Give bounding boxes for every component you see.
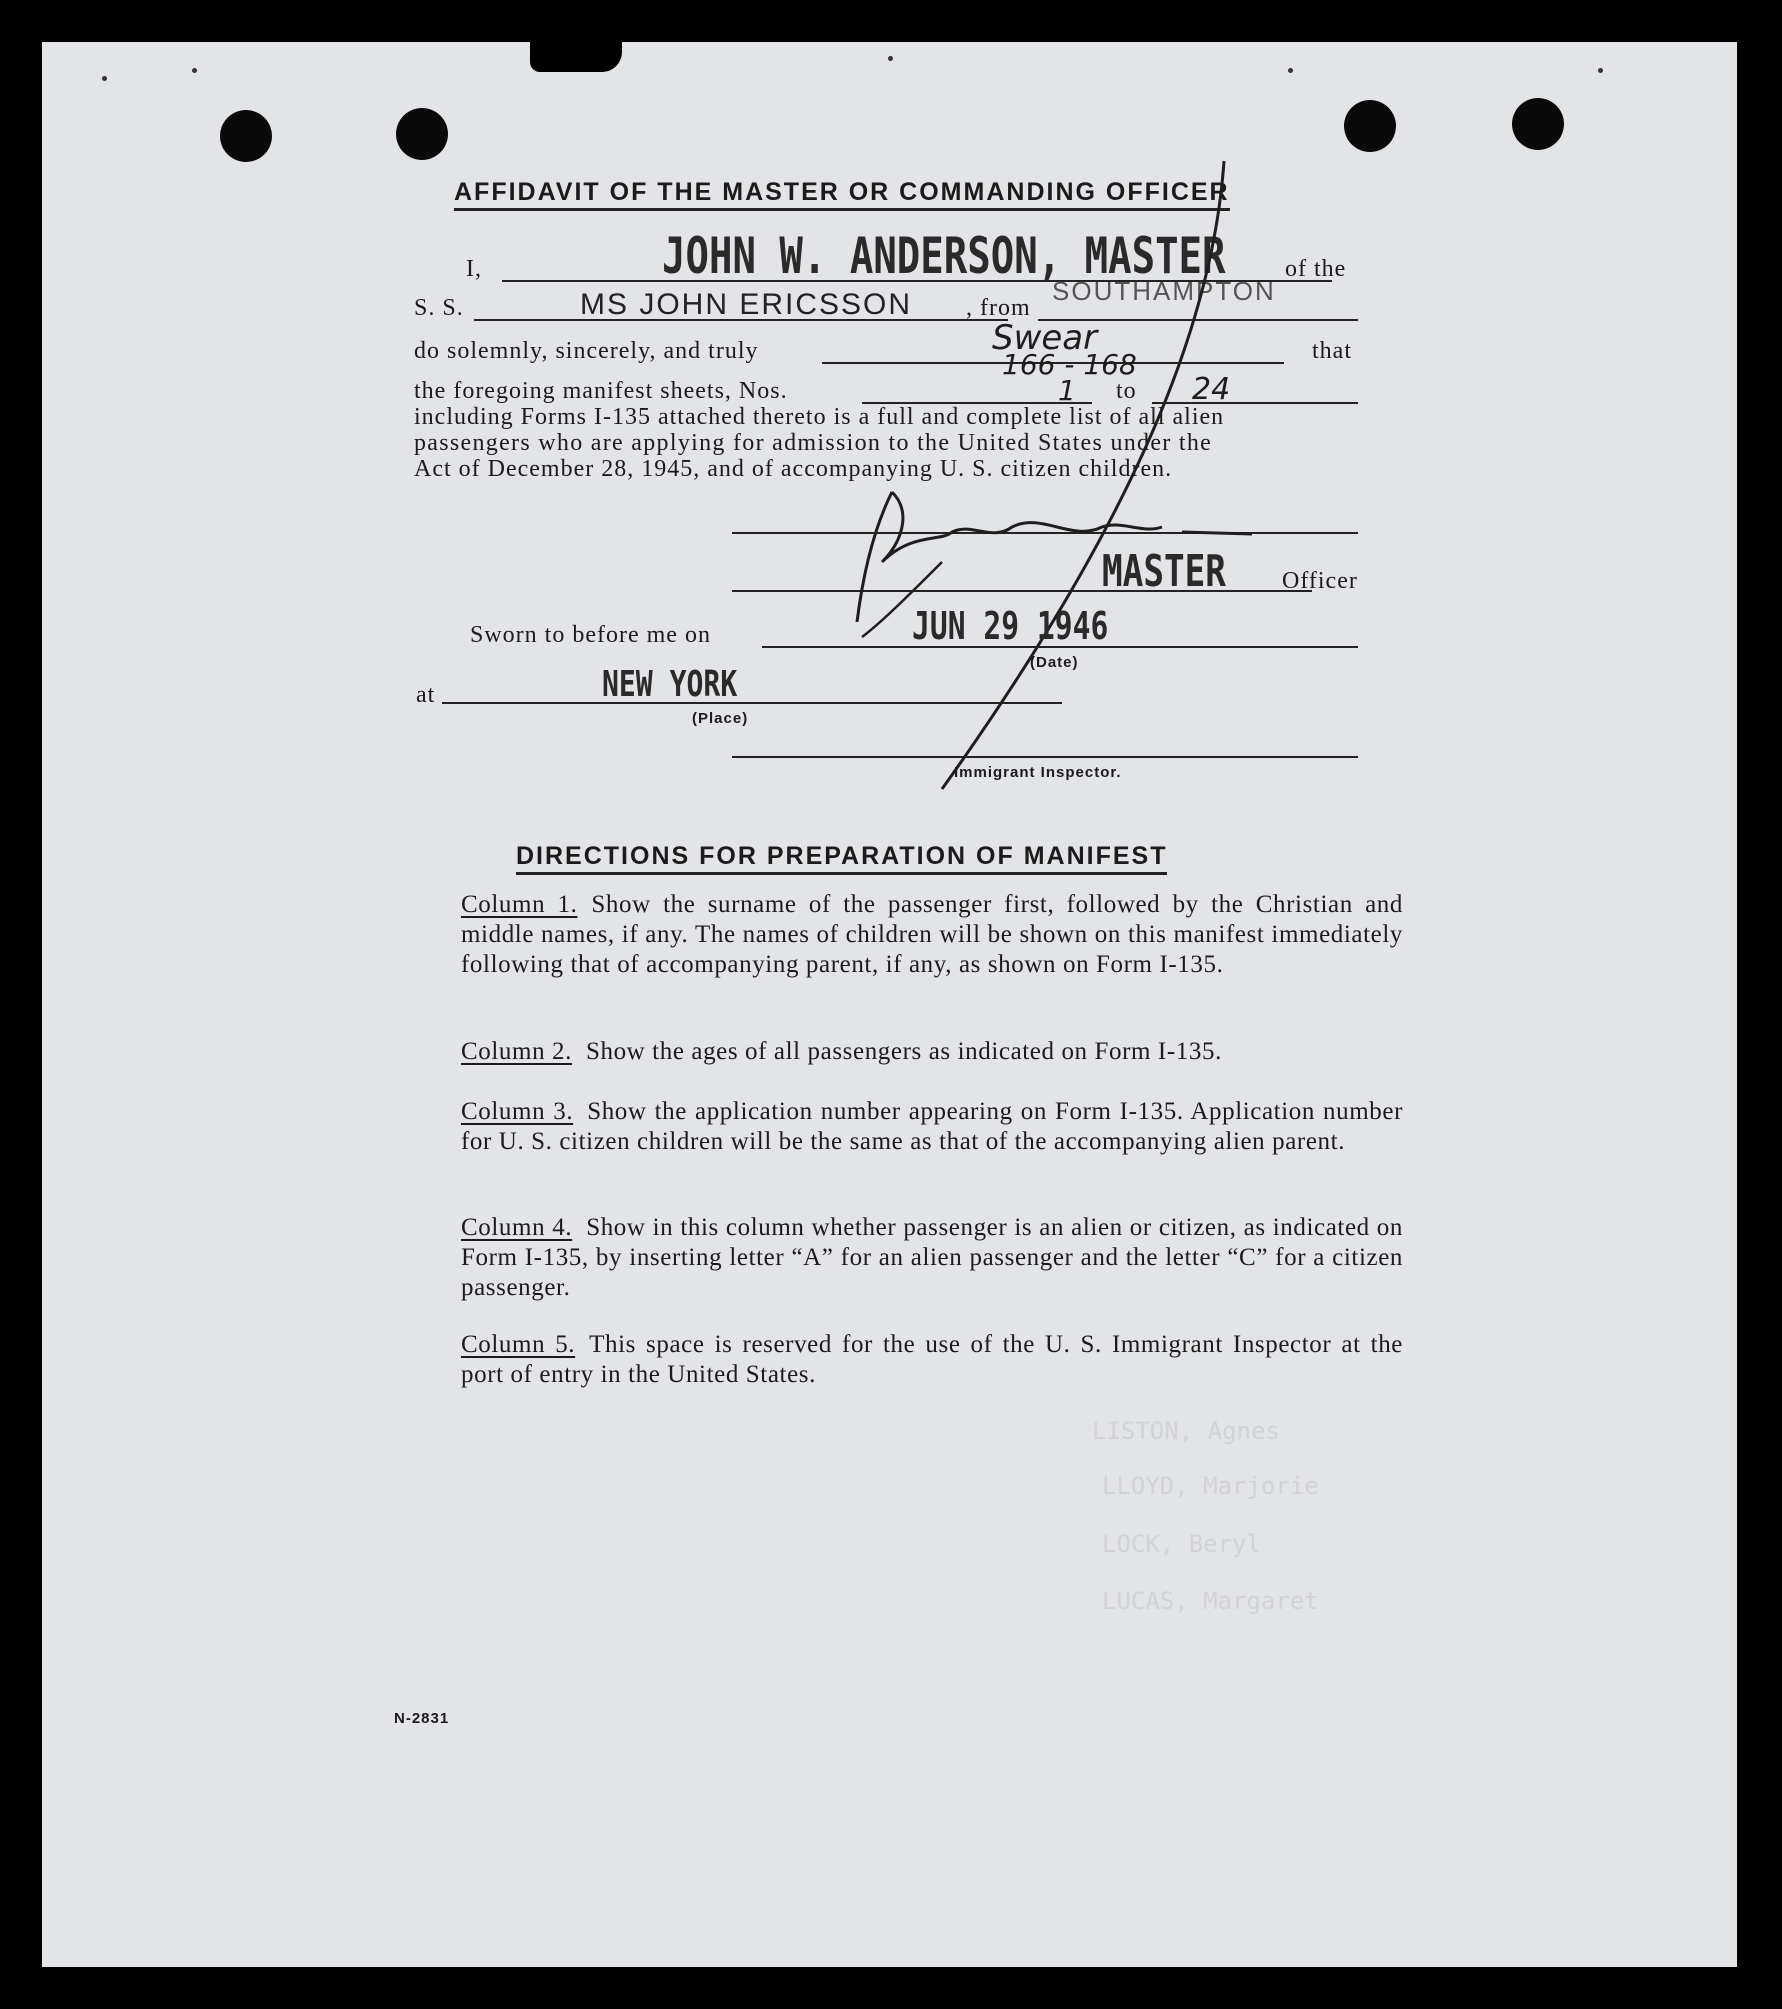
direction-item (461, 1097, 1403, 1157)
officer-title-stamp: MASTER (1102, 546, 1226, 597)
punch-hole-3 (1344, 100, 1396, 152)
document-page (42, 42, 1737, 1967)
affidavit-title: AFFIDAVIT OF THE MASTER OR COMMANDING OFFICER (454, 178, 1230, 211)
of-the-label: of the (1285, 256, 1347, 282)
place-stamp: NEW YORK (602, 664, 738, 705)
bleed-through: LOCK, Beryl (1102, 1530, 1261, 1558)
direction-item (461, 1213, 1403, 1303)
column-label: Column 3. (461, 1098, 574, 1125)
bleed-through: LLOYD, Marjorie (1102, 1472, 1319, 1500)
date-caption: (Date) (1030, 654, 1079, 671)
from-label: , from (966, 295, 1031, 321)
officer-label: Officer (1282, 568, 1358, 594)
place-caption: (Place) (692, 710, 749, 727)
form-number: N-2831 (394, 1710, 450, 1727)
swear-handwriting: Swear (992, 318, 1098, 358)
manifest-label: the foregoing manifest sheets, Nos. (414, 378, 788, 404)
direction-text: Show the application number appearing on Form I-135. Application number for U. S. citizen children will be the same as that of the accompanying alien parent. (461, 1098, 1403, 1155)
ss-label: S. S. (414, 295, 464, 321)
torn-edge (530, 42, 622, 72)
sworn-label: Sworn to before me on (470, 622, 711, 648)
at-label: at (416, 682, 436, 708)
direction-item (461, 1330, 1403, 1390)
port-from: SOUTHAMPTON (1052, 276, 1276, 306)
direction-text: Show in this column whether passenger is an alien or citizen, as indicated on Form I-135, by inserting letter “A” for an alien passenger and the letter “C” for a citizen passenger. (461, 1214, 1404, 1301)
that-label: that (1312, 338, 1352, 364)
master-name-stamp: JOHN W. ANDERSON, MASTER (662, 227, 1226, 285)
ship-name: MS JOHN ERICSSON (580, 288, 913, 321)
sheet-to-handwriting: 24 (1192, 372, 1231, 407)
direction-item (461, 1037, 1403, 1067)
direction-text: Show the surname of the passenger first, followed by the Christian and middle names, if any. The names of children will be shown on this manifest immediately following that of accompanying parent, if any, as shown on Form I-135. (461, 891, 1403, 978)
sworn-date-stamp: JUN 29 1946 (912, 604, 1109, 648)
place-line (442, 702, 1062, 704)
direction-text: This space is reserved for the use of the U. S. Immigrant Inspector at the port of entry in the United States. (461, 1331, 1403, 1388)
sheet-from-handwriting: 1 (1058, 374, 1076, 407)
bleed-through: LISTON, Agnes (1092, 1417, 1280, 1445)
column-label: Column 5. (461, 1331, 576, 1358)
affidavit-body-line: Act of December 28, 1945, and of accompanying U. S. citizen children. (414, 456, 1173, 482)
direction-text: Show the ages of all passengers as indicated on Form I-135. (585, 1038, 1222, 1065)
column-label: Column 4. (461, 1214, 573, 1241)
speck (1598, 68, 1603, 73)
speck (1288, 68, 1293, 73)
column-label: Column 2. (461, 1038, 572, 1065)
i-label: I, (466, 256, 482, 282)
directions-title: DIRECTIONS FOR PREPARATION OF MANIFEST (516, 842, 1167, 875)
inspector-line (732, 756, 1358, 758)
punch-hole-4 (1512, 98, 1564, 150)
punch-hole-1 (220, 110, 272, 162)
direction-item (461, 890, 1403, 980)
speck (888, 56, 893, 61)
solemnly-label: do solemnly, sincerely, and truly (414, 338, 759, 364)
to-label: to (1116, 378, 1137, 404)
inspector-caption: Immigrant Inspector. (954, 764, 1122, 781)
speck (102, 76, 107, 81)
bleed-through: LUCAS, Margaret (1102, 1587, 1319, 1615)
speck (192, 68, 197, 73)
affidavit-body-line: passengers who are applying for admission to the United States under the (414, 430, 1213, 456)
sheet-range-handwriting: 166 - 168 (1002, 348, 1137, 381)
affidavit-body-line: including Forms I-135 attached thereto is a full and complete list of all alien (414, 404, 1225, 430)
column-label: Column 1. (461, 891, 578, 918)
pen-stroke (902, 157, 1242, 797)
punch-hole-2 (396, 108, 448, 160)
